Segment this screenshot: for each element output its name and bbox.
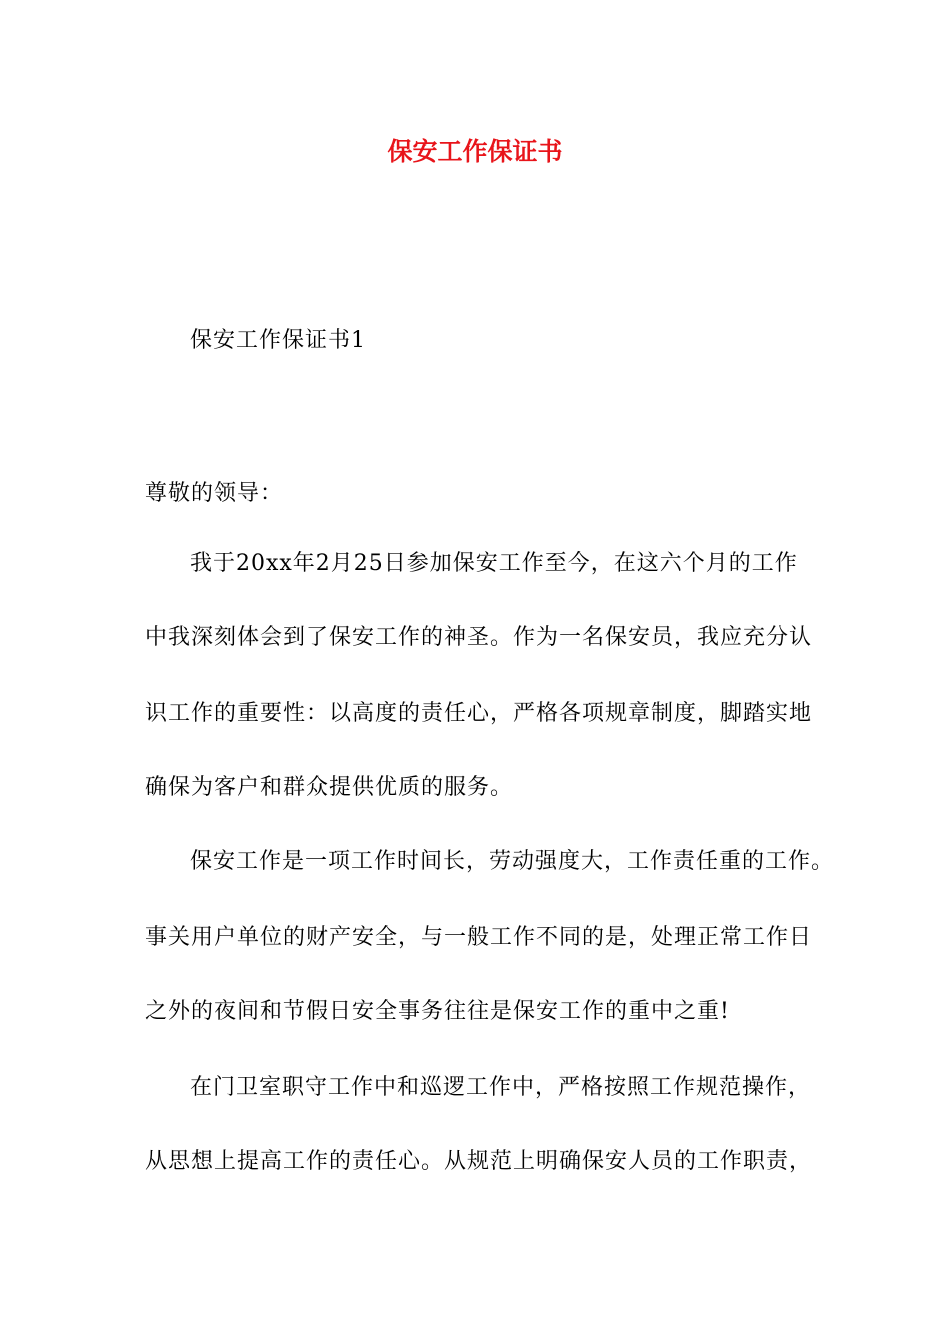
paragraph-line: 在门卫室职守工作中和巡逻工作中，严格按照工作规范操作， (190, 1075, 812, 1100)
paragraph-line: 从思想上提高工作的责任心。从规范上明确保安人员的工作职责， (145, 1149, 813, 1174)
paragraph-line: 事关用户单位的财产安全，与一般工作不同的是，处理正常工作日 (145, 925, 813, 950)
paragraph-line: 之外的夜间和节假日安全事务往往是保安工作的重中之重! (145, 999, 730, 1024)
section-heading: 保安工作保证书1 (190, 328, 366, 353)
document-title: 保安工作保证书 (387, 137, 563, 166)
paragraph-line: 中我深刻体会到了保安工作的神圣。作为一名保安员，我应充分认 (145, 625, 813, 650)
paragraph-line: 识工作的重要性：以高度的责任心，严格各项规章制度，脚踏实地 (145, 701, 813, 726)
paragraph-line: 我于20xx年2月25日参加保安工作至今，在这六个月的工作 (190, 551, 798, 576)
paragraph-line: 保安工作是一项工作时间长，劳动强度大，工作责任重的工作。 (190, 849, 835, 874)
paragraph-line: 确保为客户和群众提供优质的服务。 (145, 775, 514, 800)
salutation: 尊敬的领导： (145, 481, 284, 506)
